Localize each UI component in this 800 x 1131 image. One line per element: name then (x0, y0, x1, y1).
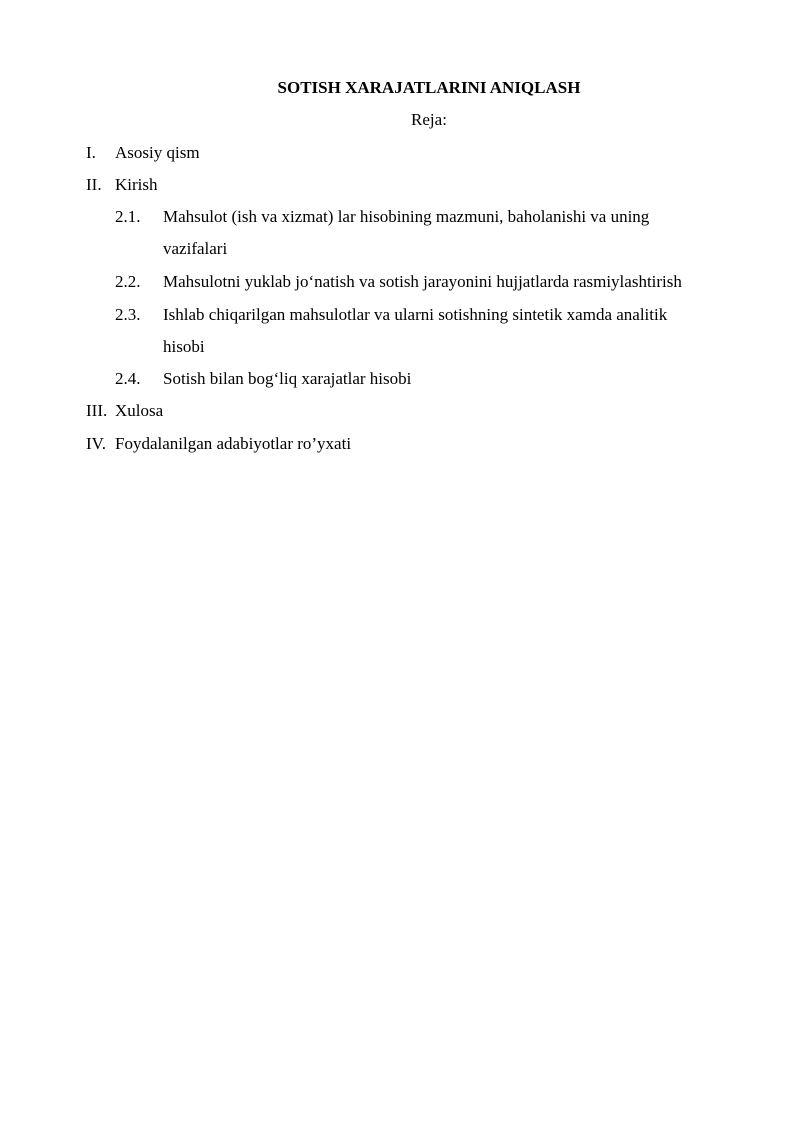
plan-subitem-text: Mahsulot (ish va xizmat) lar hisobining mazmuni, baholanishi va uning (163, 207, 650, 226)
plan-item-number: I. (86, 143, 96, 162)
plan-subitem (0, 206, 800, 228)
plan-subitem-number: 2.2. (115, 272, 141, 291)
plan-item (0, 400, 800, 422)
plan-subitem-text: Ishlab chiqarilgan mahsulotlar va ularni sotishning sintetik xamda analitik (163, 305, 668, 324)
plan-subitem-text: Sotish bilan bog‘liq xarajatlar hisobi (163, 369, 412, 388)
plan-item-text: Xulosa (115, 401, 164, 420)
plan-subitem (0, 304, 800, 326)
plan-item (0, 433, 800, 455)
document-title: SOTISH XARAJATLARINI ANIQLASH (277, 78, 581, 97)
plan-subitem-text: Mahsulotni yuklab jo‘natish va sotish jarayonini hujjatlarda rasmiylashtirish (163, 272, 682, 291)
plan-subitem-number: 2.3. (115, 305, 141, 324)
plan-subitem (0, 271, 800, 293)
plan-item-text: Asosiy qism (115, 143, 200, 162)
plan-item (0, 174, 800, 196)
plan-subitem-text-continuation: vazifalari (163, 239, 228, 258)
plan-subitem-number: 2.4. (115, 369, 141, 388)
plan-subitem-text-continuation: hisobi (163, 337, 205, 356)
plan-item-number: III. (86, 401, 108, 420)
plan-item-number: IV. (86, 434, 106, 453)
plan-subitem (0, 368, 800, 390)
plan-heading: Reja: (411, 110, 447, 129)
plan-subitem-number: 2.1. (115, 207, 141, 226)
plan-item-text: Kirish (115, 175, 158, 194)
plan-item-number: II. (86, 175, 102, 194)
plan-item-text: Foydalanilgan adabiyotlar ro’yxati (115, 434, 352, 453)
plan-item (0, 142, 800, 164)
